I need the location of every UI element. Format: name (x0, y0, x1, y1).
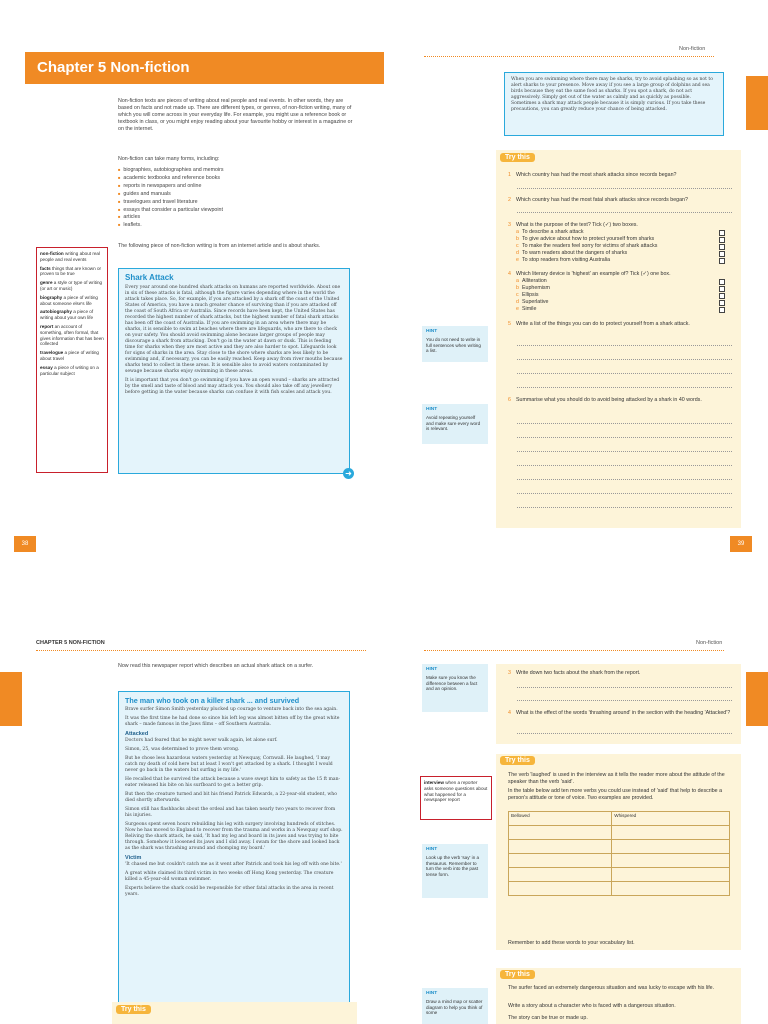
newspaper-article (118, 691, 350, 1003)
question-3: 3 What is the purpose of the text? Tick (✓) two boxes. (508, 222, 638, 228)
hint-box (422, 988, 488, 1024)
story-text: The story can be true or made up. (508, 1015, 588, 1021)
story-text: Write a story about a character who is faced with a dangerous situation. (508, 1003, 676, 1009)
question-5: 5 Write a list of the things you can do to protect yourself from a shark attack. (508, 321, 690, 327)
list-item: ■ academic textbooks and reference books (118, 174, 356, 182)
hint-text: Avoid repeating yourself and make sure every word is relevant. (426, 414, 481, 432)
table-cell[interactable] (612, 854, 730, 868)
page-40 (0, 560, 384, 1024)
table-cell[interactable] (509, 854, 612, 868)
q4-options (516, 278, 716, 313)
glossary-item: essay a piece of writing on a particular subject (40, 364, 99, 376)
article-paragraph: Doctors had feared that he might never walk again, let alone surf. (125, 738, 278, 743)
article-paragraph: But he chose less hazardous waters yesterday at Newquay, Cornwall. He laughed, 'I may catch my death of cold here but at least I won't get attacked by a shark. I thought I would never go back in the waters but surfing is my life.' (125, 756, 333, 773)
try-this-label: Try this (500, 756, 535, 765)
intro-paragraph: Now read this newspaper report which describes an actual shark attack on a surfer. (118, 663, 314, 669)
checkbox[interactable] (719, 237, 725, 243)
answer-line[interactable] (517, 203, 732, 213)
continue-arrow-icon: ➜ (343, 468, 354, 479)
option: e Simile (516, 306, 537, 312)
checkbox[interactable] (719, 244, 725, 250)
table-cell[interactable] (612, 882, 730, 896)
try-this-label: Try this (500, 970, 535, 979)
hint-text: You do not need to write in full sentences when writing a list. (426, 336, 481, 354)
task-text: The verb 'laughed' is used in the interview as it tells the reader more about the attitude of the speaker than the verb 'said'. (508, 772, 725, 785)
table-cell[interactable] (509, 826, 612, 840)
try-this-label: Try this (500, 153, 535, 162)
following-paragraph: The following piece of non-fiction writing is from an internet article and is about sharks. (118, 243, 321, 249)
glossary-box (36, 247, 108, 473)
list-item: ■ biographies, autobiographies and memoirs (118, 166, 356, 174)
answer-line[interactable] (517, 179, 732, 189)
option: c To make the readers feel sorry for victims of shark attacks (516, 243, 658, 249)
option: c Ellipsis (516, 292, 539, 298)
list-item: ■ leaflets. (118, 221, 356, 229)
list-item: ■ essays that consider a particular viewpoint (118, 206, 356, 214)
article-paragraph: It was the first time he had done so since his left leg was almost bitten off by the great white shark – made famous in the Jaws films – off Southern Australia. (125, 716, 340, 727)
chapter-title: Chapter 5 Non-fiction (37, 59, 190, 76)
glossary-item: autobiography a piece of writing about your own life (40, 309, 94, 321)
story-text: The surfer faced an extremely dangerous situation and was lucky to escape with his life. (508, 985, 715, 991)
question-6: 6 Summarise what you should do to avoid being attacked by a shark in 40 words. (508, 397, 702, 403)
verbs-table (508, 811, 730, 896)
checkbox[interactable] (719, 293, 725, 299)
advice-text: When you are swimming where there may be sharks, try to avoid splashing so as not to alert sharks to your presence. Move away if you see a large group of dolphins and sea birds because they eat the same food as sharks. If you spot a shark, do not act aggressively. Simply get out of the water as calmly and as quickly as possible. Sometimes a shark may attack people because it is simply curious. If you take these precautions, you can greatly reduce your chance of being attacked. (511, 77, 713, 112)
checkbox[interactable] (719, 279, 725, 285)
page-number: 38 (14, 536, 36, 552)
running-rule (424, 56, 714, 57)
chapter-title-bar (25, 52, 384, 84)
table-cell[interactable] (612, 826, 730, 840)
option: e To stop readers from visiting Australia (516, 257, 611, 263)
hint-label: HINT (426, 847, 438, 852)
glossary-item: travelogue a piece of writing about travel (40, 350, 99, 361)
q3-options (516, 229, 716, 264)
article-paragraph: It is important that you don't go swimming if you have an open wound – sharks are attracted by the smell and taste of blood and may attack you. You should also take off any jewellery before getting in the water because sharks can confuse it with fish scales and attack you. (125, 378, 340, 395)
table-cell[interactable] (612, 840, 730, 854)
checkbox[interactable] (719, 307, 725, 313)
table-cell[interactable] (509, 882, 612, 896)
glossary-item: report an account of something, often formal, that gives information that has been collected (40, 323, 104, 347)
forms-intro: Non-fiction can take many forms, including: (118, 156, 220, 162)
hint-label: HINT (426, 991, 438, 996)
list-item: ■ guides and manuals (118, 190, 356, 198)
option: b To give advice about how to protect yourself from sharks (516, 236, 655, 242)
subheading-victim: Victim (125, 855, 142, 861)
article-paragraph: Simon, 25, was determined to prove them wrong. (125, 747, 240, 752)
hint-text: Draw a mind map or scatter diagram to help you think of some (426, 998, 483, 1016)
running-head: Non-fiction (679, 46, 706, 52)
hint-text: Look up the verb 'say' in a thesaurus. Remember to turn the verb into the past tense form. (426, 854, 480, 878)
article-paragraph: Surgeons spent seven hours rebuilding his leg with surgery involving hundreds of stitches. Now he has moved to England to recover from the trauma and works in a Newquay surf shop. Reliving the shark attack, he said, 'It had my leg and board in its jaws and was trying to bite through. Somehow it loosened its jaws and I slid away. I swam for the shore and looked back as the shark was thrashing around and chomping my board.' (125, 822, 343, 851)
hint-label: HINT (426, 407, 438, 412)
option: d Superlative (516, 299, 549, 305)
article-paragraph: Brave surfer Simon Smith yesterday plucked up courage to venture back into the sea again. (125, 707, 338, 712)
option: d To warn readers about the dangers of sharks (516, 250, 628, 256)
article-title: Shark Attack (125, 273, 174, 282)
hint-text: Make sure you know the difference between a fact and an opinion. (426, 674, 478, 692)
running-rule (36, 650, 366, 651)
question-4: 4 What is the effect of the words 'thrashing around' in the section with the heading 'Attacked'? (508, 710, 731, 716)
q4-answer-lines[interactable] (517, 724, 732, 734)
question-4: 4 Which literary device is 'highest' an example of? Tick (✓) one box. (508, 271, 671, 277)
intro-paragraph: Non-fiction texts are pieces of writing about real people and real events. In other words, they are based on facts and not made up. There are different types, or genres, of non-fiction writing, many of which you will come across in your everyday life. For example, you might use a reference book or textbook in class, or you might enjoy reading about your favourite hobby or interest in a magazine or on the internet. (118, 98, 353, 132)
checkbox[interactable] (719, 300, 725, 306)
list-item: ■ travelogues and travel literature (118, 198, 356, 206)
checkbox[interactable] (719, 258, 725, 264)
option: a To describe a shark attack (516, 229, 584, 235)
hint-label: HINT (426, 329, 438, 334)
glossary-box (420, 776, 492, 820)
article-paragraph: Simon still has flashbacks about the ordeal and has taken nearly two years to recover from his injuries. (125, 807, 336, 818)
glossary-item: genre a style or type of writing (or art or music) (40, 280, 103, 291)
glossary-item: facts things that are known or proven to be true (40, 265, 102, 277)
checkbox[interactable] (719, 230, 725, 236)
page-number: 39 (730, 536, 752, 552)
table-cell: Bellowed (509, 812, 612, 826)
article-paragraph: He recalled that he survived the attack because a wave swept him to safety as the 15 ft man-eater released his bite on his surfboard to get a better grip. (125, 777, 341, 788)
checkbox[interactable] (719, 286, 725, 292)
list-item: ■ reports in newspapers and online (118, 182, 356, 190)
table-cell[interactable] (509, 868, 612, 882)
try-this-label: Try this (116, 1005, 151, 1014)
remember-note: Remember to add these words to your vocabulary list. (508, 940, 635, 946)
article-paragraph: Every year around one hundred shark attacks on humans are reported worldwide. About one in six of these attacks is fatal, although the figure varies depending where in the world the attack takes place. So, for example, if you are attacked by a shark off the coast of the United States of America, you have a much greater chance of surviving than if you are attacked off the coast of South Africa or Australia. Since records have been kept, the United States has recorded the highest number of shark attacks, but the highest number of fatal shark attacks has been off the coast of Australia. If you are swimming in an area where there may be sharks, it is sensible to swim at beaches where there are lifeguards, who are there to check on your safety. You should avoid swimming alone because larger groups of people may discourage a shark from attacking. Don't go in the water at dawn or dusk. This is feeding time for sharks when they are most active and they are also harder to spot. Lifeguards look for signs of sharks in the area. Stay close to the shore where sharks are less likely to be swimming and, if necessary, you can be easily reached. Keep away from river mouths because sharks tend to collect in these areas. It is sensible also to avoid waters contaminated by sewage because sharks enjoy swimming in these areas. (125, 285, 343, 374)
option: b Euphemism (516, 285, 550, 291)
side-tab (746, 672, 768, 726)
glossary-item: non-fiction writing about real people and real events (40, 251, 100, 262)
checkbox[interactable] (719, 251, 725, 257)
hint-label: HINT (426, 667, 438, 672)
hint-box (422, 404, 488, 444)
table-cell[interactable] (612, 868, 730, 882)
table-cell: Whispered (612, 812, 730, 826)
advice-box (504, 72, 724, 136)
question-1: 1 Which country has had the most shark attacks since records began? (508, 172, 677, 178)
article-paragraph: But then the creature turned and bit his friend Patrick Edwards, a 22-year-old student, who died shortly afterwards. (125, 792, 337, 803)
article-title: The man who took on a killer shark ... and survived (125, 696, 300, 705)
question-3: 3 Write down two facts about the shark from the report. (508, 670, 641, 676)
glossary-item: interview when a reporter asks someone questions about what happened for a newspaper report (424, 780, 488, 803)
glossary-item: biography a piece of writing about someone else's life (40, 294, 98, 306)
page-39 (384, 0, 768, 560)
article-paragraph: 'It chased me but couldn't catch me as it went after Patrick and took his leg off with one bite.' (125, 862, 342, 867)
running-head: CHAPTER 5 NON-FICTION (36, 640, 105, 646)
q5-answer-lines[interactable] (517, 336, 732, 388)
task-text: In the table below add ten more verbs you could use instead of 'said' that help to describe a person's attitude or tone of voice. Two examples are provided. (508, 788, 723, 801)
running-head: Non-fiction (696, 640, 723, 646)
shark-attack-article (118, 268, 350, 474)
article-paragraph: A great white claimed its third victim in two weeks off Hong Kong yesterday. The creature killed a 45-year-old woman swimmer. (125, 871, 334, 882)
article-paragraph: Experts believe the shark could be responsible for other fatal attacks in the area in recent years. (125, 886, 334, 897)
q3-answer-lines[interactable] (517, 678, 732, 701)
option: a Alliteration (516, 278, 547, 284)
side-tab (746, 76, 768, 130)
page-38 (0, 0, 384, 560)
hint-box (422, 326, 488, 362)
hint-box (422, 844, 488, 898)
hint-box (422, 664, 488, 712)
forms-list (118, 166, 356, 229)
list-item: ■ articles (118, 213, 356, 221)
question-2: 2 Which country has had the most fatal shark attacks since records began? (508, 197, 688, 203)
subheading-attacked: Attacked (125, 731, 149, 737)
q6-answer-lines[interactable] (517, 414, 732, 508)
page-41 (384, 560, 768, 1024)
table-cell[interactable] (509, 840, 612, 854)
side-tab (0, 672, 22, 726)
running-rule (424, 650, 724, 651)
